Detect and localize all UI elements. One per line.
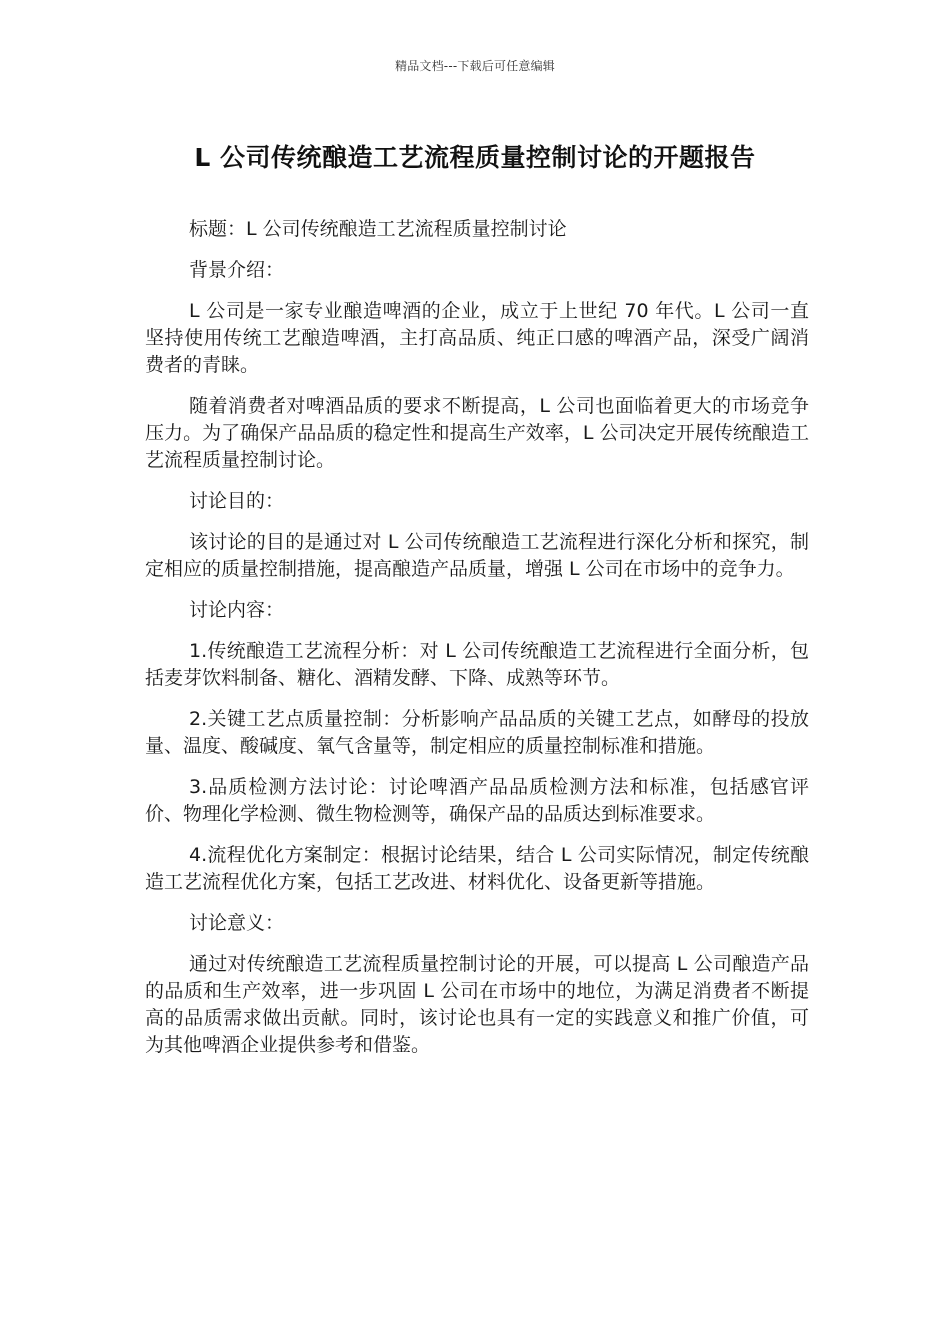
document-body	[145, 216, 809, 1073]
heading-background: 背景介绍：	[189, 259, 285, 281]
heading-significance: 讨论意义：	[189, 912, 285, 934]
content-item-2: 2.关键工艺点质量控制：分析影响产品品质的关键工艺点，如酵母的投放量、温度、酸碱度、氧气含量等，制定相应的质量控制标准和措施。	[145, 708, 809, 757]
paragraph-significance: 通过对传统酿造工艺流程质量控制讨论的开展，可以提高 L 公司酿造产品的品质和生产效率，进一步巩固 L 公司在市场中的地位，为满足消费者不断提高的品质需求做出贡献。同时，该讨论也具有一定的实践意义和推广价值，可为其他啤酒企业提供参考和借鉴。	[145, 953, 809, 1056]
paragraph-background-company: L 公司是一家专业酿造啤酒的企业，成立于上世纪 70 年代。L 公司一直坚持使用传统工艺酿造啤酒，主打高品质、纯正口感的啤酒产品，深受广阔消费者的青睐。	[145, 300, 809, 376]
header-note: 精品文档---下载后可任意编辑	[395, 59, 555, 73]
paragraph-purpose: 该讨论的目的是通过对 L 公司传统酿造工艺流程进行深化分析和探究，制定相应的质量控制措施，提高酿造产品质量，增强 L 公司在市场中的竞争力。	[145, 531, 809, 580]
content-item-3: 3.品质检测方法讨论：讨论啤酒产品品质检测方法和标准，包括感官评价、物理化学检测、微生物检测等，确保产品的品质达到标准要求。	[145, 776, 809, 825]
heading-purpose: 讨论目的：	[189, 490, 285, 512]
paragraph-background-pressure: 随着消费者对啤酒品质的要求不断提高，L 公司也面临着更大的市场竞争压力。为了确保产品品质的稳定性和提高生产效率，L 公司决定开展传统酿造工艺流程质量控制讨论。	[145, 395, 809, 471]
document-title: L 公司传统酿造工艺流程质量控制讨论的开题报告	[194, 143, 756, 172]
content-item-1: 1.传统酿造工艺流程分析：对 L 公司传统酿造工艺流程进行全面分析，包括麦芽饮料制备、糖化、酒精发酵、下降、成熟等环节。	[145, 640, 809, 689]
heading-content: 讨论内容：	[189, 599, 285, 621]
content-item-4: 4.流程优化方案制定：根据讨论结果，结合 L 公司实际情况，制定传统酿造工艺流程优化方案，包括工艺改进、材料优化、设备更新等措施。	[145, 844, 809, 893]
paragraph-subject: 标题：L 公司传统酿造工艺流程质量控制讨论	[189, 218, 567, 240]
